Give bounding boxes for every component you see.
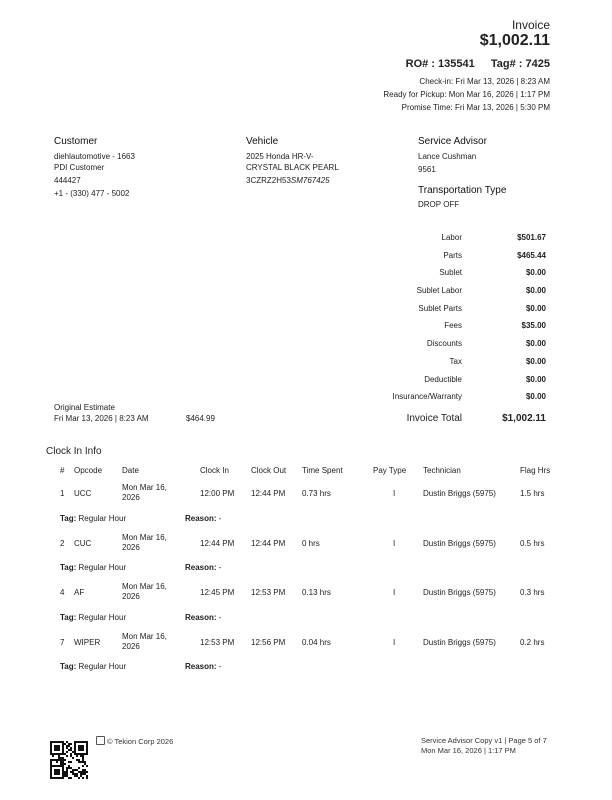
row-pay-type: I [393,588,396,597]
row-technician: Dustin Briggs (5975) [423,588,496,597]
row-reason [185,613,221,622]
row-time-spent: 0.13 hrs [302,588,331,597]
summary-row-sublet-labor [380,286,546,298]
row-flag-hrs: 1.5 hrs [520,489,545,498]
row-opcode: WIPER [74,638,101,647]
summary-row-tax [380,357,546,369]
checkin-time: Check-in: Fri Mar 13, 2026 | 8:23 AM [419,77,550,86]
row-clock-out: 12:44 PM [251,539,286,548]
row-clock-out: 12:53 PM [251,588,286,597]
col-header-opcode: Opcode [74,466,103,475]
row-flag-hrs: 0.2 hrs [520,638,545,647]
reason-value: - [218,613,222,622]
ready-time: Ready for Pickup: Mon Mar 16, 2026 | 1:17 PM [383,90,550,99]
summary-value: $0.00 [525,304,546,313]
tag-label: Tag: [60,613,77,622]
customer-name: diehlautomotive - 1663 [54,152,135,161]
tag-value: Regular Hour [78,514,127,523]
tag-label: Tag# : [490,58,523,70]
row-num: 2 [60,539,65,548]
invoice-total-value: $1,002.11 [502,413,546,424]
invoice-total-label: Invoice Total [406,413,462,424]
row-tag [60,514,126,523]
customer-type: PDI Customer [54,163,105,172]
summary-label: Discounts [426,339,462,348]
summary-value: $501.67 [517,233,546,242]
summary-row-sublet [380,268,546,280]
customer-phone: +1 - (330) 477 - 5002 [54,189,130,198]
col-header-time-spent: Time Spent [302,466,343,475]
row-date: Mon Mar 16, 2026 [122,632,167,651]
row-reason [185,662,221,671]
advisor-name: Lance Cushman [418,152,477,161]
summary-value: $0.00 [525,268,546,277]
row-clock-in: 12:44 PM [200,539,235,548]
footer-printed-time: Mon Mar 16, 2026 | 1:17 PM [421,746,516,755]
vehicle-block [246,136,339,186]
summary-row-fees [380,321,546,333]
reason-label: Reason: [185,514,217,523]
summary-value: $35.00 [521,321,546,330]
col-header-clock-in: Clock In [200,466,229,475]
ro-label: RO# : [405,58,435,70]
tag-label: Tag: [60,662,77,671]
row-tag [60,613,126,622]
copyright-text: © Tekion Corp 2026 [107,737,174,746]
row-clock-in: 12:00 PM [200,489,235,498]
transport-value: DROP OFF [418,200,460,209]
summary-value: $0.00 [525,392,546,401]
summary-label: Fees [444,321,462,330]
advisor-id: 9561 [418,165,436,174]
row-pay-type: I [393,489,396,498]
customer-id: 444427 [54,176,81,185]
row-opcode: UCC [74,489,92,498]
summary-row-deductible [380,375,546,387]
tag-value: Regular Hour [78,613,127,622]
advisor-block [418,136,506,210]
document-type: Invoice [511,18,550,32]
tag-number: 7425 [525,58,550,70]
row-num: 7 [60,638,65,647]
summary-value: $465.44 [517,251,546,260]
col-header-num: # [60,466,65,475]
qr-module [86,777,88,779]
col-header-flag-hrs: Flag Hrs [520,466,551,475]
reason-value: - [218,514,222,523]
ro-tag-line [406,58,550,70]
tekion-logo-icon [96,736,105,745]
tag-label: Tag: [60,563,77,572]
row-reason [185,514,221,523]
row-technician: Dustin Briggs (5975) [423,638,496,647]
advisor-title: Service Advisor [418,136,487,147]
tag-value: Regular Hour [78,662,127,671]
row-tag [60,662,126,671]
vehicle-color: CRYSTAL BLACK PEARL [246,163,339,172]
row-date: Mon Mar 16, 2026 [122,483,167,502]
row-time-spent: 0 hrs [302,539,320,548]
summary-label: Deductible [424,375,462,384]
row-time-spent: 0.04 hrs [302,638,331,647]
row-clock-in: 12:45 PM [200,588,235,597]
original-estimate [54,402,149,424]
reason-label: Reason: [185,563,217,572]
row-clock-out: 12:56 PM [251,638,286,647]
summary-row-insurance [380,392,546,404]
estimate-amount: $464.99 [186,414,215,423]
row-date: Mon Mar 16, 2026 [122,533,167,552]
summary-value: $0.00 [525,357,546,366]
footer-copy-info: Service Advisor Copy v1 | Page 5 of 7 [421,736,547,745]
summary-value: $0.00 [525,375,546,384]
summary-label: Sublet Labor [416,286,462,295]
vehicle-vin [246,175,339,186]
reason-value: - [218,662,222,671]
row-time-spent: 0.73 hrs [302,489,331,498]
reason-value: - [218,563,222,572]
summary-label: Insurance/Warranty [392,392,462,401]
summary-row-discounts [380,339,546,351]
row-num: 1 [60,489,65,498]
customer-block [54,136,135,199]
tag-label: Tag: [60,514,77,523]
footer-copyright [96,736,173,746]
row-pay-type: I [393,539,396,548]
estimate-title: Original Estimate [54,403,115,412]
col-header-pay-type: Pay Type [373,466,407,475]
row-flag-hrs: 0.3 hrs [520,588,545,597]
reason-label: Reason: [185,662,217,671]
customer-title: Customer [54,136,98,147]
row-tag [60,563,126,572]
vin-prefix: 3CZRZ2H53 [246,176,291,185]
invoice-total-header: $1,002.11 [479,32,550,49]
reason-label: Reason: [185,613,217,622]
summary-row-parts [380,251,546,263]
qr-code [50,741,88,779]
promise-time: Promise Time: Fri Mar 13, 2026 | 5:30 PM [401,103,550,112]
summary-label: Parts [443,251,462,260]
summary-label: Sublet [439,268,462,277]
clock-in-title: Clock In Info [46,446,102,457]
row-pay-type: I [393,638,396,647]
vehicle-title: Vehicle [246,136,279,147]
summary-label: Tax [449,357,462,366]
summary-row-sublet-parts [380,304,546,316]
vin-suffix: SM767425 [290,176,330,185]
row-opcode: CUC [74,539,92,548]
invoice-total-row [380,413,546,427]
row-opcode: AF [74,588,85,597]
summary-value: $0.00 [525,339,546,348]
col-header-date: Date [122,466,139,475]
vehicle-model: 2025 Honda HR-V- [246,152,314,161]
ro-number: 135541 [438,58,475,70]
row-reason [185,563,221,572]
row-num: 4 [60,588,65,597]
summary-value: $0.00 [525,286,546,295]
transport-title: Transportation Type [418,185,507,196]
summary-label: Labor [441,233,462,242]
tag-value: Regular Hour [78,563,127,572]
row-technician: Dustin Briggs (5975) [423,489,496,498]
summary-row-labor [380,233,546,245]
row-clock-in: 12:53 PM [200,638,235,647]
estimate-date: Fri Mar 13, 2026 | 8:23 AM [54,414,149,423]
row-clock-out: 12:44 PM [251,489,286,498]
row-flag-hrs: 0.5 hrs [520,539,545,548]
col-header-technician: Technician [423,466,461,475]
summary-label: Sublet Parts [418,304,462,313]
row-date: Mon Mar 16, 2026 [122,582,167,601]
row-technician: Dustin Briggs (5975) [423,539,496,548]
col-header-clock-out: Clock Out [251,466,287,475]
